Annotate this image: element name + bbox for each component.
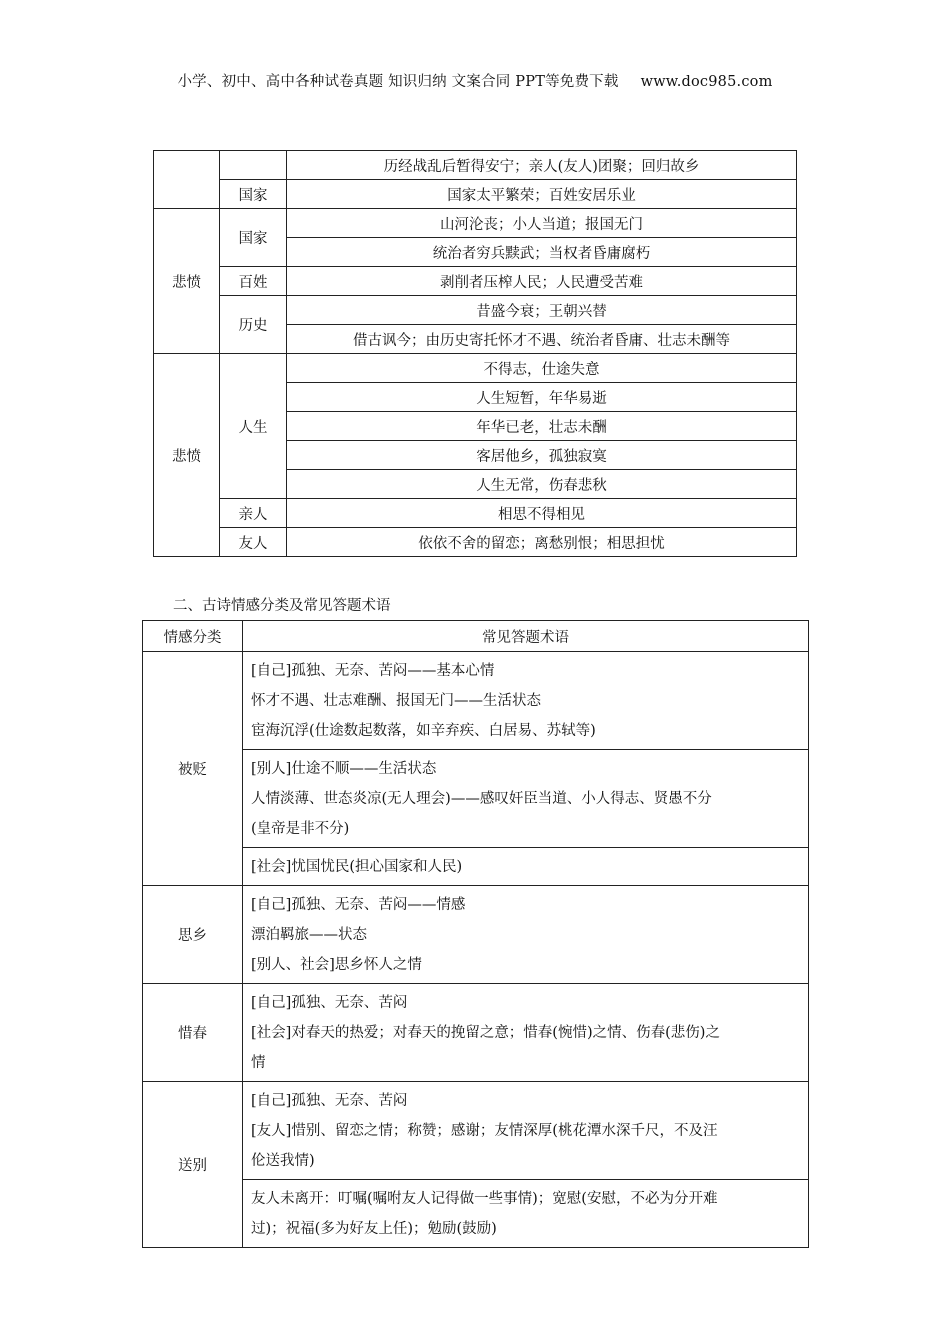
table-cell: 昔盛今衰；王朝兴替: [287, 296, 797, 325]
sub-label: 人生: [220, 354, 287, 499]
group-label: 悲愤: [154, 209, 220, 354]
header-category: 情感分类: [143, 621, 243, 652]
sub-label: 百姓: [220, 267, 287, 296]
table-row: [154, 151, 797, 180]
terms-line: (皇帝是非不分): [251, 821, 350, 837]
table-cell: 相思不得相见: [287, 499, 797, 528]
header-text: 小学、初中、高中各种试卷真题 知识归纳 文案合同 PPT等免费下载: [177, 74, 619, 90]
category-xichun: 惜春: [143, 984, 243, 1082]
sub-label: 历史: [220, 296, 287, 354]
table-cell: 借古讽今；由历史寄托怀才不遇、统治者昏庸、壮志未酬等: [287, 325, 797, 354]
terms-cell: [243, 1082, 809, 1180]
emotion-terms-table: [142, 620, 809, 1248]
sub-label: 国家: [220, 209, 287, 267]
emotion-table-1: [153, 150, 797, 557]
terms-cell: [243, 750, 809, 848]
table-cell: 国家: [220, 180, 287, 209]
table-cell: 客居他乡，孤独寂寞: [287, 441, 797, 470]
terms-line: [友人]惜别、留恋之情；称赞；感谢；友情深厚(桃花潭水深千尺，不及汪: [251, 1123, 718, 1139]
terms-line: [别人]仕途不顺——生活状态: [251, 761, 437, 777]
category-sixiang: 思乡: [143, 886, 243, 984]
terms-line: 宦海沉浮(仕途数起数落，如辛弃疾、白居易、苏轼等): [251, 723, 596, 739]
table-row: [143, 750, 809, 848]
table-row: [154, 499, 797, 528]
table-cell: [154, 151, 220, 209]
terms-line: [自己]孤独、无奈、苦闷——情感: [251, 897, 466, 913]
terms-line: [社会]对春天的热爱；对春天的挽留之意；惜春(惋惜)之情、伤春(悲伤)之: [251, 1025, 720, 1041]
table-cell: 人生短暂，年华易逝: [287, 383, 797, 412]
terms-cell: [243, 984, 809, 1082]
table-row: [154, 180, 797, 209]
table-cell: 历经战乱后暂得安宁；亲人(友人)团聚；回归故乡: [287, 151, 797, 180]
category-songbie: 送别: [143, 1082, 243, 1248]
header-site: www.doc985.com: [640, 74, 773, 90]
table-cell: 不得志，仕途失意: [287, 354, 797, 383]
terms-line: [社会]忧国忧民(担心国家和人民): [251, 859, 463, 875]
terms-cell: [243, 1180, 809, 1248]
table-cell: 山河沦丧；小人当道；报国无门: [287, 209, 797, 238]
terms-cell: [243, 848, 809, 886]
table-row: [154, 209, 797, 238]
table-row: [154, 296, 797, 325]
sub-label: 友人: [220, 528, 287, 557]
terms-line: 过)；祝福(多为好友上任)；勉励(鼓励): [251, 1221, 497, 1237]
terms-line: [别人、社会]思乡怀人之情: [251, 957, 422, 973]
table-cell: 统治者穷兵黩武；当权者昏庸腐朽: [287, 238, 797, 267]
terms-line: 怀才不遇、壮志难酬、报国无门——生活状态: [251, 693, 541, 709]
terms-line: [自己]孤独、无奈、苦闷: [251, 995, 408, 1011]
terms-line: 漂泊羁旅——状态: [251, 927, 367, 943]
table-row: [143, 1082, 809, 1180]
terms-cell: [243, 652, 809, 750]
table-header-row: [143, 621, 809, 652]
table-cell: 依依不舍的留恋；离愁别恨；相思担忧: [287, 528, 797, 557]
table-row: [143, 1180, 809, 1248]
terms-line: 友人未离开：叮嘱(嘱咐友人记得做一些事情)；宽慰(安慰，不必为分开难: [251, 1191, 718, 1207]
table-row: [154, 267, 797, 296]
table-cell: 国家太平繁荣；百姓安居乐业: [287, 180, 797, 209]
category-beibian: 被贬: [143, 652, 243, 886]
table-cell: 年华已老，壮志未酬: [287, 412, 797, 441]
table-row: [143, 984, 809, 1082]
terms-cell: [243, 886, 809, 984]
table-cell: 人生无常，伤春悲秋: [287, 470, 797, 499]
page-header: [0, 70, 950, 91]
table-cell: [220, 151, 287, 180]
terms-line: 伦送我情): [251, 1153, 315, 1169]
table-row: [154, 528, 797, 557]
group-label: 悲愤: [154, 354, 220, 557]
terms-line: [自己]孤独、无奈、苦闷——基本心情: [251, 663, 495, 679]
table-cell: 剥削者压榨人民；人民遭受苦难: [287, 267, 797, 296]
section-title: 二、古诗情感分类及常见答题术语: [173, 598, 391, 614]
table-row: [143, 848, 809, 886]
sub-label: 亲人: [220, 499, 287, 528]
table-row: [143, 886, 809, 984]
header-terms: 常见答题术语: [243, 621, 809, 652]
terms-line: 人情淡薄、世态炎凉(无人理会)——感叹奸臣当道、小人得志、贤愚不分: [251, 791, 712, 807]
terms-line: 情: [251, 1055, 266, 1071]
terms-line: [自己]孤独、无奈、苦闷: [251, 1093, 408, 1109]
table-row: [143, 652, 809, 750]
table-row: [154, 354, 797, 383]
